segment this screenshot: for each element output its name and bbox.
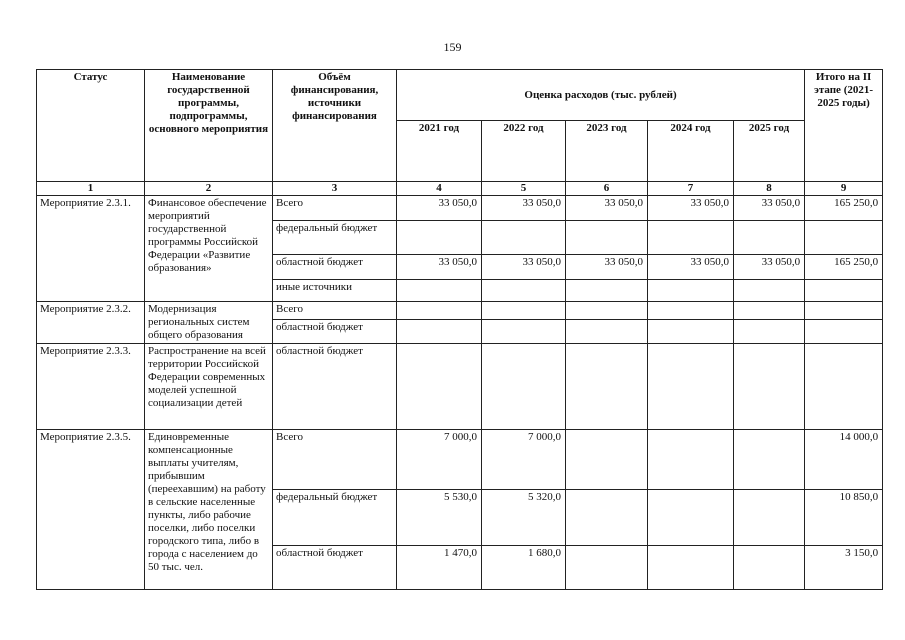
funding-source: областной бюджет (273, 344, 397, 430)
total-value-cell (805, 280, 883, 302)
year-value-cell (566, 319, 648, 343)
year-value-cell: 1 680,0 (482, 546, 566, 590)
table-row (37, 430, 883, 490)
year-value-cell (734, 280, 805, 302)
year-value-cell: 33 050,0 (734, 196, 805, 221)
column-number: 1 (37, 182, 145, 196)
funding-source: Всего (273, 430, 397, 490)
year-value-cell (482, 302, 566, 320)
header-year-2022: 2022 год (482, 121, 566, 182)
year-value-cell (397, 344, 482, 430)
column-number: 3 (273, 182, 397, 196)
funding-source: областной бюджет (273, 319, 397, 343)
column-number: 7 (648, 182, 734, 196)
funding-source: Всего (273, 302, 397, 320)
year-value-cell (648, 344, 734, 430)
table-body (37, 196, 883, 590)
total-value-cell (805, 319, 883, 343)
page-number: 159 (443, 40, 462, 54)
year-value-cell (734, 319, 805, 343)
header-program-name: Наименование государственной программы, подпрограммы, основного мероприятия (145, 70, 273, 182)
year-value-cell: 33 050,0 (648, 196, 734, 221)
column-number: 8 (734, 182, 805, 196)
year-value-cell (566, 490, 648, 546)
year-value-cell (397, 221, 482, 255)
event-name: Модернизация региональных систем общего образования (145, 302, 273, 344)
year-value-cell (648, 221, 734, 255)
event-status: Мероприятие 2.3.5. (37, 430, 145, 590)
header-year-2023: 2023 год (566, 121, 648, 182)
table-row (37, 344, 883, 430)
funding-source: иные источники (273, 280, 397, 302)
year-value-cell (734, 490, 805, 546)
year-value-cell (734, 302, 805, 320)
total-value-cell (805, 302, 883, 320)
year-value-cell: 7 000,0 (482, 430, 566, 490)
year-value-cell (648, 490, 734, 546)
year-value-cell (566, 280, 648, 302)
total-value-cell: 14 000,0 (805, 430, 883, 490)
year-value-cell (648, 430, 734, 490)
event-name: Единовременные компенсационные выплаты учителям, прибывшим (переехавшим) на работу в сельские населенные пункты, либо рабочие поселки, либо поселки городского типа, либо в города с населением до 50 тыс. чел. (145, 430, 273, 590)
column-number-row (37, 182, 883, 196)
header-year-2024: 2024 год (648, 121, 734, 182)
header-status: Статус (37, 70, 145, 182)
funding-source: Всего (273, 196, 397, 221)
year-value-cell (397, 302, 482, 320)
year-value-cell: 7 000,0 (397, 430, 482, 490)
year-value-cell (482, 280, 566, 302)
year-value-cell (734, 430, 805, 490)
year-value-cell: 33 050,0 (397, 255, 482, 280)
year-value-cell (734, 546, 805, 590)
event-name: Финансовое обеспечение мероприятий государственной программы Российской Федерации «Развитие образования» (145, 196, 273, 302)
table-row (37, 302, 883, 320)
funding-source: областной бюджет (273, 546, 397, 590)
year-value-cell (397, 280, 482, 302)
funding-source: областной бюджет (273, 255, 397, 280)
year-value-cell (482, 344, 566, 430)
year-value-cell (566, 430, 648, 490)
total-value-cell: 3 150,0 (805, 546, 883, 590)
header-expense-estimate: Оценка расходов (тыс. рублей) (397, 70, 805, 121)
year-value-cell: 33 050,0 (648, 255, 734, 280)
year-value-cell: 33 050,0 (566, 196, 648, 221)
column-number: 5 (482, 182, 566, 196)
header-year-2021: 2021 год (397, 121, 482, 182)
year-value-cell (648, 319, 734, 343)
funding-source: федеральный бюджет (273, 490, 397, 546)
year-value-cell: 33 050,0 (397, 196, 482, 221)
header-funding-volume: Объём финансирования, источники финансирования (273, 70, 397, 182)
year-value-cell (648, 546, 734, 590)
total-value-cell (805, 221, 883, 255)
event-status: Мероприятие 2.3.3. (37, 344, 145, 430)
year-value-cell (566, 302, 648, 320)
year-value-cell (734, 221, 805, 255)
total-value-cell (805, 344, 883, 430)
total-value-cell: 165 250,0 (805, 255, 883, 280)
table-row (37, 196, 883, 221)
event-status: Мероприятие 2.3.2. (37, 302, 145, 344)
year-value-cell: 1 470,0 (397, 546, 482, 590)
year-value-cell: 33 050,0 (734, 255, 805, 280)
year-value-cell: 33 050,0 (482, 196, 566, 221)
year-value-cell: 33 050,0 (482, 255, 566, 280)
year-value-cell (482, 221, 566, 255)
column-number: 9 (805, 182, 883, 196)
column-number: 6 (566, 182, 648, 196)
year-value-cell (566, 344, 648, 430)
year-value-cell (734, 344, 805, 430)
column-number: 2 (145, 182, 273, 196)
year-value-cell (566, 546, 648, 590)
year-value-cell: 5 320,0 (482, 490, 566, 546)
year-value-cell (648, 302, 734, 320)
total-value-cell: 10 850,0 (805, 490, 883, 546)
column-number: 4 (397, 182, 482, 196)
header-year-2025: 2025 год (734, 121, 805, 182)
year-value-cell: 5 530,0 (397, 490, 482, 546)
year-value-cell (566, 221, 648, 255)
year-value-cell (648, 280, 734, 302)
event-status: Мероприятие 2.3.1. (37, 196, 145, 302)
year-value-cell (482, 319, 566, 343)
year-value-cell (397, 319, 482, 343)
header-stage-total: Итого на II этапе (2021-2025 годы) (805, 70, 883, 182)
funding-source: федеральный бюджет (273, 221, 397, 255)
budget-table (36, 69, 883, 590)
total-value-cell: 165 250,0 (805, 196, 883, 221)
year-value-cell: 33 050,0 (566, 255, 648, 280)
event-name: Распространение на всей территории Российской Федерации современных моделей успешной социализации детей (145, 344, 273, 430)
